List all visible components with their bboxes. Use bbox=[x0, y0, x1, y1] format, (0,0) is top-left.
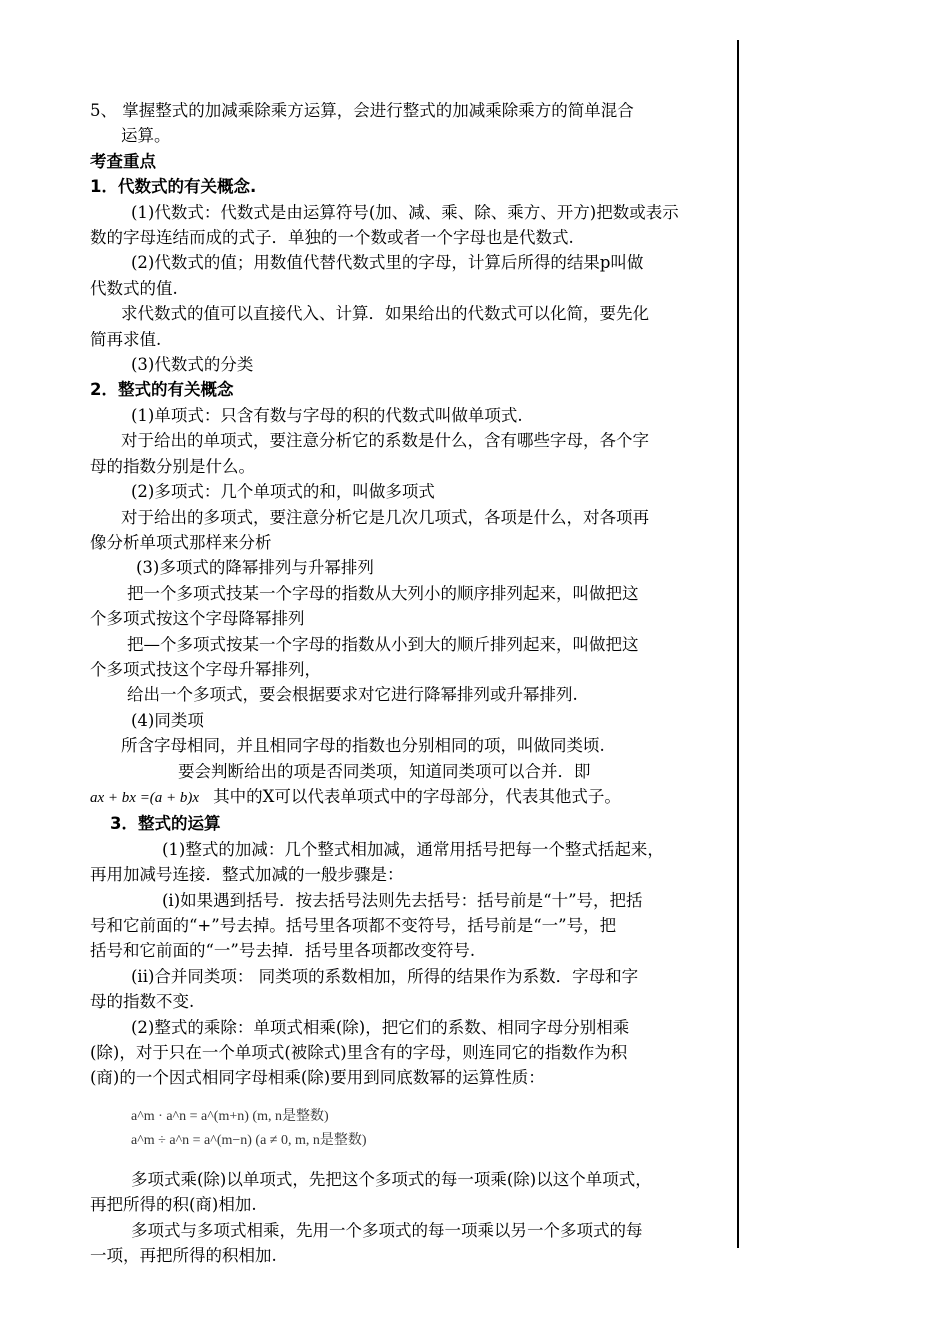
paragraph-text: (2)代数式的值；用数值代替代数式里的字母，计算后所得的结果p叫做 bbox=[131, 253, 644, 273]
objective-5-line1: 5、 掌握整式的加减乘除乘方运算，会进行整式的加减乘除乘方的简单混合 bbox=[90, 101, 634, 120]
document-body bbox=[90, 98, 730, 1268]
paragraph-text: (1)单项式：只含有数与字母的积的代数式叫做单项式. bbox=[131, 405, 523, 425]
section-2-heading: 2．整式的有关概念 bbox=[90, 380, 234, 400]
inline-formula: ax + bx =(a + b)x bbox=[90, 789, 200, 806]
paragraph-text: 把一个多项式技某一个字母的指数从大列小的顺序排列起来，叫做把这 bbox=[127, 583, 639, 603]
power-multiply-formula: a^m · a^n = a^(m+n) (m, n是整数) bbox=[131, 1108, 329, 1124]
margin-rule bbox=[737, 40, 739, 1248]
paragraph-text: 号和它前面的“+”号去掉。括号里各项都不变符号，括号前是“一”号，把 bbox=[90, 916, 617, 935]
section-1-heading: 1．代数式的有关概念. bbox=[90, 177, 257, 197]
paragraph-text: 对于给出的多项式，要注意分析它是几次几项式，各项是什么，对各项再 bbox=[121, 507, 649, 527]
paragraph-text: 再把所得的积(商)相加. bbox=[90, 1195, 257, 1215]
paragraph-text: 给出一个多项式，要会根据要求对它进行降幂排列或升幂排列. bbox=[127, 685, 578, 705]
paragraph-text: (i)如果遇到括号．按去括号法则先去括号：括号前是“十”号，把括 bbox=[162, 890, 643, 910]
paragraph-text: 对于给出的单项式，要注意分析它的系数是什么，含有哪些字母，各个字 bbox=[121, 431, 649, 451]
paragraph-text bbox=[90, 784, 730, 811]
paragraph-text: (1)代数式：代数式是由运算符号(加、减、乘、除、乘方、开方)把数或表示 bbox=[131, 202, 679, 222]
paragraph-text: (3)多项式的降幂排列与升幂排列 bbox=[136, 558, 374, 578]
paragraph-text: (1)整式的加减：几个整式相加减，通常用括号把每一个整式括起来， bbox=[162, 839, 664, 859]
paragraph-text: 数的字母连结而成的式子．单独的一个数或者一个字母也是代数式. bbox=[90, 228, 574, 248]
paragraph-text: 再用加减号连接．整式加减的一般步骤是： bbox=[90, 865, 404, 885]
paragraph-text: 母的指数分别是什么。 bbox=[90, 456, 255, 476]
key-points-heading: 考查重点 bbox=[90, 151, 156, 171]
paragraph-text: (除)，对于只在一个单项式(被除式)里含有的字母，则连同它的指数作为积 bbox=[90, 1043, 628, 1063]
paragraph-text: 一项，再把所得的积相加. bbox=[90, 1246, 277, 1266]
paragraph-text: 多项式与多项式相乘，先用一个多项式的每一项乘以另一个多项式的每 bbox=[131, 1220, 643, 1240]
paragraph-text: 多项式乘(除)以单项式，先把这个多项式的每一项乘(除)以这个单项式， bbox=[131, 1169, 652, 1189]
paragraph-text: 把—个多项式按某一个字母的指数从小到大的顺斤排列起来，叫做把这 bbox=[127, 634, 639, 654]
paragraph-text: (3)代数式的分类 bbox=[131, 355, 254, 375]
paragraph-text: 简再求值. bbox=[90, 329, 162, 349]
paragraph-text: 求代数式的值可以直接代入、计算．如果给出的代数式可以化简，要先化 bbox=[121, 304, 649, 324]
paragraph-text: 其中的X可以代表单项式中的字母部分，代表其他式子。 bbox=[213, 786, 621, 806]
paragraph-text: 个多项式按这个字母降幂排列 bbox=[90, 609, 305, 629]
paragraph-text: (2)整式的乘除：单项式相乘(除)，把它们的系数、相同字母分别相乘 bbox=[131, 1017, 630, 1037]
paragraph-text: (商)的一个因式相同字母相乘(除)要用到同底数幂的运算性质： bbox=[90, 1068, 545, 1088]
paragraph-text: 所含字母相同，并且相同字母的指数也分别相同的项，叫做同类顷. bbox=[121, 736, 605, 756]
paragraph-text: 要会判断给出的项是否同类项，知道同类项可以合并．即 bbox=[178, 761, 591, 781]
power-divide-formula: a^m ÷ a^n = a^(m−n) (a ≠ 0, m, n是整数) bbox=[131, 1132, 367, 1148]
paragraph-text: 母的指数不变. bbox=[90, 992, 195, 1012]
section-3-heading: 3．整式的运算 bbox=[110, 814, 221, 834]
paragraph-text: 括号和它前面的“一”号去掉．括号里各项都改变符号. bbox=[90, 941, 476, 961]
paragraph-text: 个多项式技这个字母升幂排列， bbox=[90, 659, 321, 679]
paragraph-text: 像分析单项式那样来分析 bbox=[90, 532, 272, 552]
paragraph-text: 代数式的值. bbox=[90, 278, 178, 298]
paragraph-text: (4)同类项 bbox=[131, 710, 204, 730]
paragraph-text: (2)多项式：几个单项式的和，叫做多项式 bbox=[131, 482, 435, 502]
paragraph-text: (ii)合并同类项： 同类项的系数相加，所得的结果作为系数．字母和字 bbox=[131, 966, 639, 986]
objective-5-line2: 运算。 bbox=[121, 126, 171, 146]
